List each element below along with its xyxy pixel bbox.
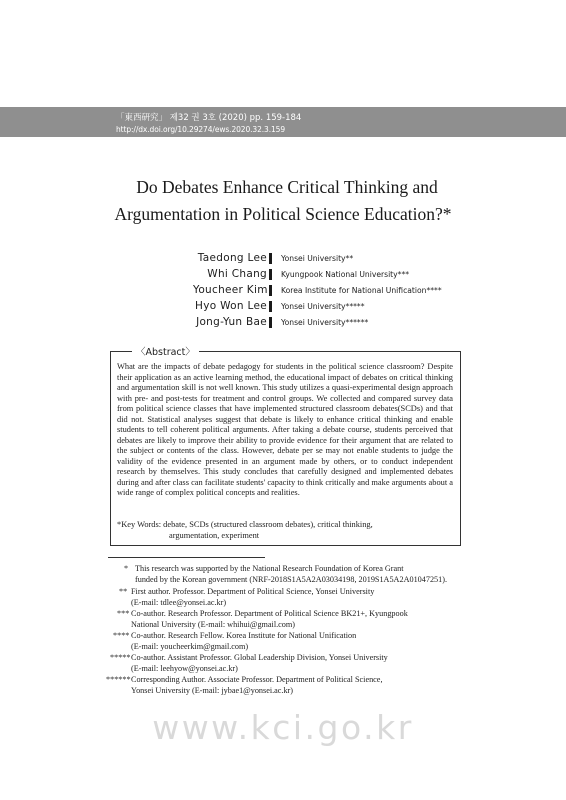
footnote-text: Co-author. Research Professor. Department of Political Science BK21+, Kyungpook [131,609,408,618]
author-separator [269,301,272,312]
footnote-mark: ****** [106,675,131,684]
key-words [117,520,453,541]
footnote-text: Co-author. Research Fellow. Korea Institute for National Unification [131,631,357,640]
abstract-heading: 〈Abstract〉 [132,344,199,358]
author-separator [269,269,272,280]
doi-link[interactable]: http://dx.doi.org/10.29274/ews.2020.32.3.159 [116,125,286,134]
key-words-line-1: *Key Words: debate, SCDs (structured classroom debates), critical thinking, [117,520,373,529]
footnote-text: Corresponding Author. Associate Professor. Department of Political Science, [131,675,383,684]
author-name: Hyo Won Lee [195,300,267,312]
footnote-mark: * [124,564,129,573]
author-affiliation: Kyungpook National University*** [281,270,410,279]
footnote-text-cont: (E-mail: youcheerkim@gmail.com) [131,642,249,651]
journal-citation: 「東西硏究」 제32 권 3호 (2020) pp. 159-184 [116,113,302,123]
author-name: Taedong Lee [197,252,267,264]
footnote-divider [108,557,265,558]
author-affiliation: Yonsei University****** [281,318,369,327]
footnote-mark: ***** [110,653,131,662]
footnote-text: This research was supported by the National Research Foundation of Korea Grant [135,564,404,573]
footnote-text: First author. Professor. Department of Political Science, Yonsei University [131,587,375,596]
abstract-body: What are the impacts of debate pedagogy for students in the political science classroom? Despite their application as an active learning method, the educational impact of debates on critical thinking and argumentation skill is not well known. This study utilizes a quasi-experimental design approach with pre- and post-tests for treatment and control groups. We collected and compared survey data from political science classes that have implemented structured classroom debates(SCDs) and that did not. Statistical analyses suggest that debate is likely to enhance critical thinking and enable students to tell coherent political arguments. After taking a debate course, students perceived that debates are likely to improve their ability to provide evidence for their argument that are related to the subject or contents of the class. However, debate per se may not enable students to judge the validity of the evidence presented in an argument made by others, or to conduct independent research by themselves. This study concludes that carefully designed and implemented debates during and after class can facilitate students' capacity to think critically and make arguments about a wide range of complex political concepts and realities. [117,362,453,497]
paper-title-line-2: Argumentation in Political Science Education?* [114,204,452,224]
author-affiliation: Yonsei University** [281,254,354,263]
footnote-text-cont: funded by the Korean government (NRF-2018S1A5A2A03034198, 2019S1A5A2A01047251). [135,575,448,584]
footnote-text: Co-author. Assistant Professor. Global Leadership Division, Yonsei University [131,653,388,662]
footnote-text-cont: National University (E-mail: whihui@gmail.com) [131,620,295,629]
author-separator [269,253,272,264]
author-separator [269,317,272,328]
footnote-mark: **** [113,631,130,640]
author-affiliation: Korea Institute for National Unification**** [281,286,442,295]
kci-watermark: www.kci.go.kr [152,708,414,747]
author-affiliation: Yonsei University***** [281,302,365,311]
footnote-mark: *** [117,609,130,618]
author-name: Whi Chang [207,268,267,280]
footnote-mark: ** [119,587,128,596]
author-separator [269,285,272,296]
key-words-line-2: argumentation, experiment [169,530,260,540]
author-name: Youcheer Kim [193,284,268,296]
footnote-text-cont: (E-mail: leehyow@yonsei.ac.kr) [131,664,238,673]
paper-title-line-1: Do Debates Enhance Critical Thinking and [136,177,438,197]
footnote-text-cont: (E-mail: tdlee@yonsei.ac.kr) [131,598,227,607]
footnote-text-cont: Yonsei University (E-mail: jybae1@yonsei.ac.kr) [131,686,294,695]
author-name: Jong-Yun Bae [196,316,267,328]
